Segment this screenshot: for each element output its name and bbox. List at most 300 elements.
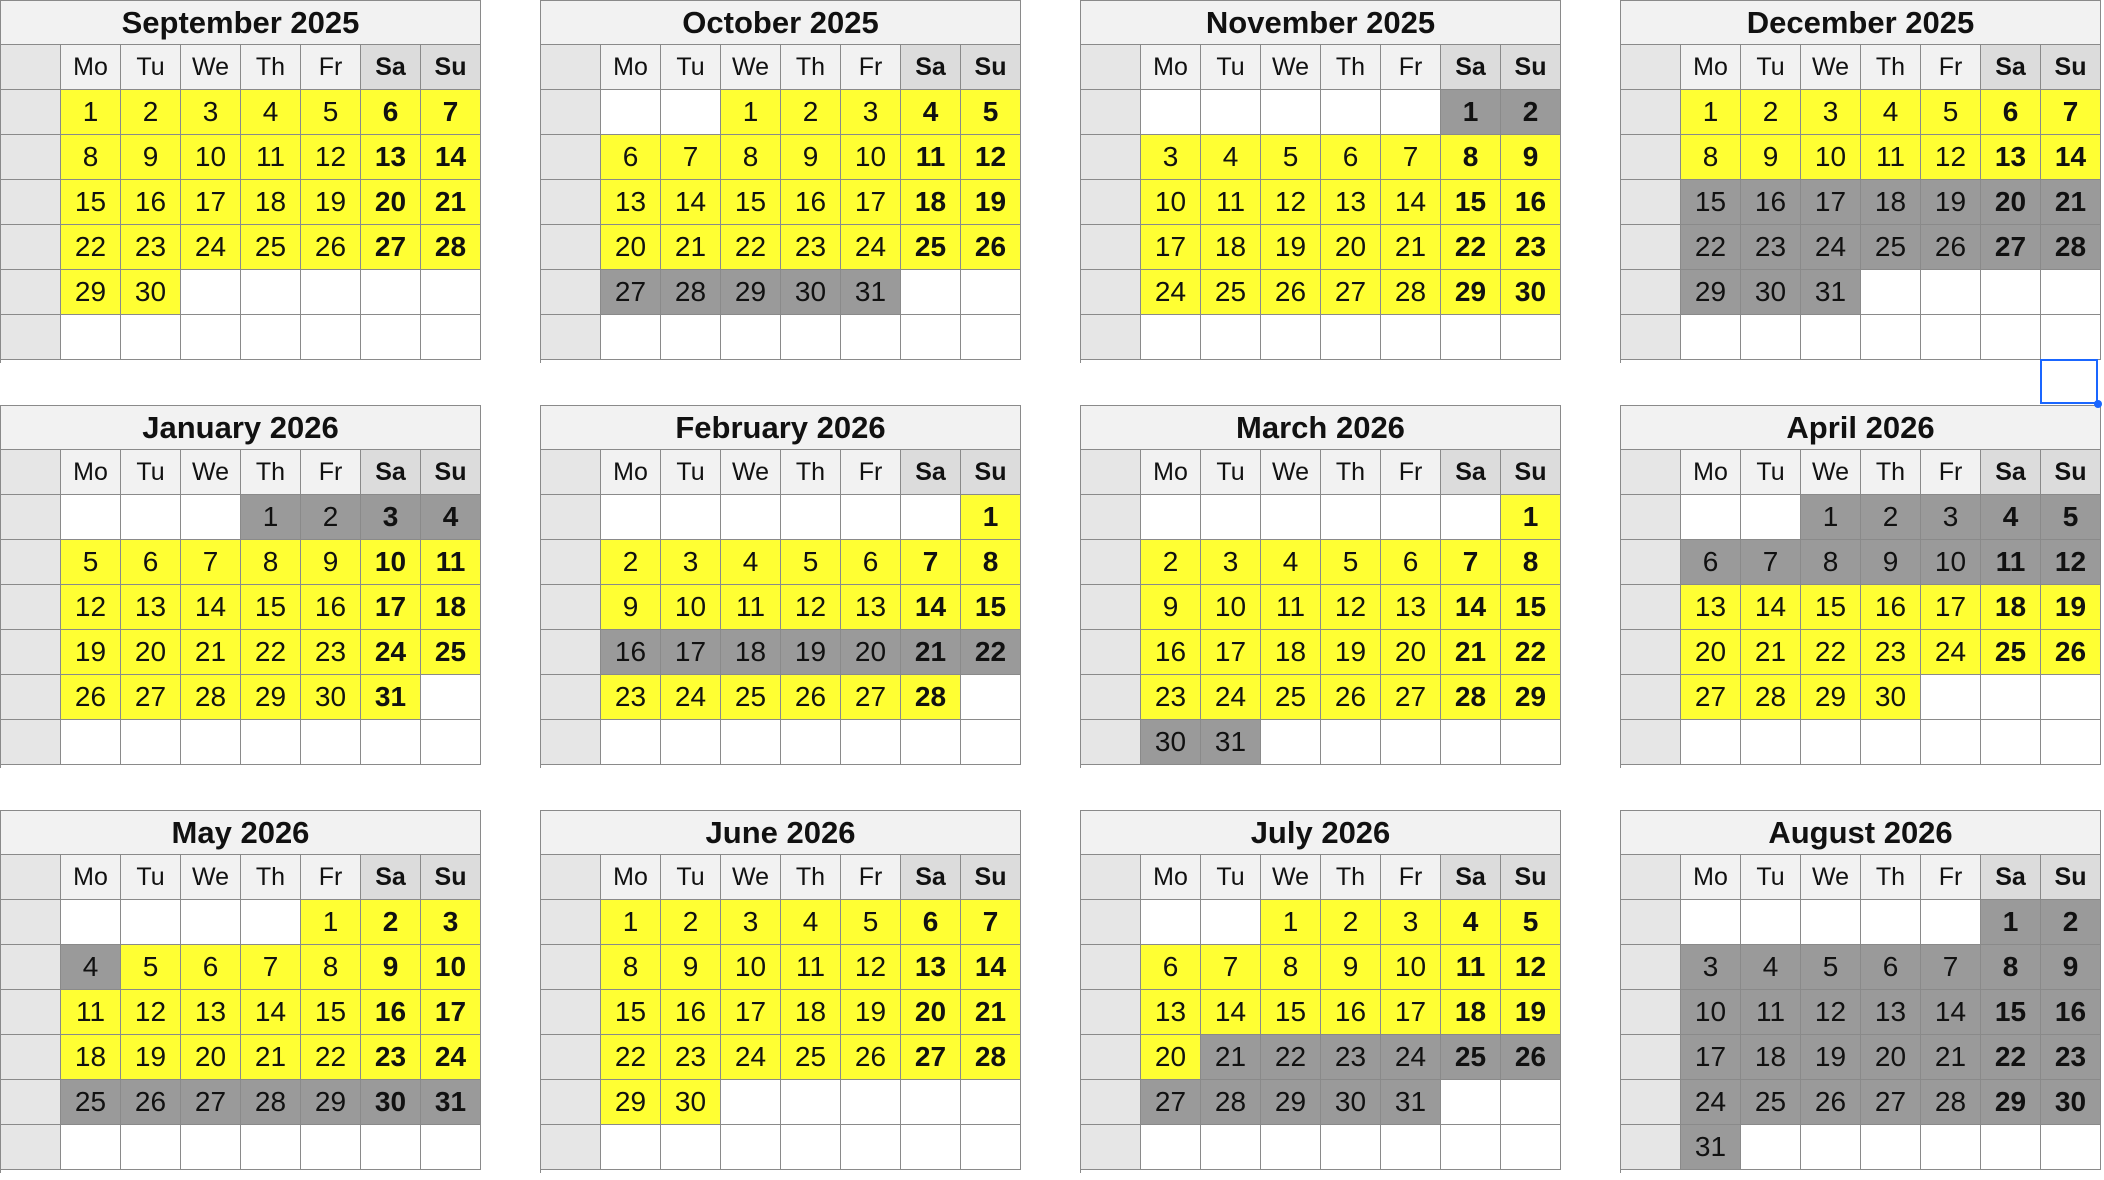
day-cell[interactable]: 29 bbox=[1261, 1080, 1321, 1125]
day-cell[interactable]: 23 bbox=[1741, 225, 1801, 270]
day-cell[interactable]: 14 bbox=[2041, 135, 2101, 180]
empty-cell[interactable] bbox=[1981, 675, 2041, 720]
day-cell[interactable]: 2 bbox=[121, 90, 181, 135]
empty-cell[interactable] bbox=[1681, 495, 1741, 540]
day-cell[interactable]: 4 bbox=[781, 900, 841, 945]
empty-cell[interactable] bbox=[1441, 720, 1501, 765]
day-cell[interactable]: 21 bbox=[1921, 1035, 1981, 1080]
day-cell[interactable]: 15 bbox=[1681, 180, 1741, 225]
row-header-cell[interactable] bbox=[1081, 90, 1141, 135]
day-cell[interactable]: 19 bbox=[121, 1035, 181, 1080]
day-cell[interactable]: 18 bbox=[1861, 180, 1921, 225]
day-cell[interactable]: 8 bbox=[1501, 540, 1561, 585]
day-cell[interactable]: 26 bbox=[121, 1080, 181, 1125]
row-header-cell[interactable] bbox=[541, 990, 601, 1035]
day-cell[interactable]: 9 bbox=[601, 585, 661, 630]
empty-cell[interactable] bbox=[901, 315, 961, 360]
day-cell[interactable]: 16 bbox=[1141, 630, 1201, 675]
day-cell[interactable]: 4 bbox=[421, 495, 481, 540]
day-cell[interactable]: 27 bbox=[601, 270, 661, 315]
day-cell[interactable]: 23 bbox=[1141, 675, 1201, 720]
day-cell[interactable]: 18 bbox=[1201, 225, 1261, 270]
day-cell[interactable]: 10 bbox=[1141, 180, 1201, 225]
day-cell[interactable]: 10 bbox=[1801, 135, 1861, 180]
day-cell[interactable]: 10 bbox=[1381, 945, 1441, 990]
row-header-cell[interactable] bbox=[1, 135, 61, 180]
day-cell[interactable]: 28 bbox=[961, 1035, 1021, 1080]
day-cell[interactable]: 17 bbox=[1681, 1035, 1741, 1080]
empty-cell[interactable] bbox=[361, 720, 421, 765]
day-cell[interactable]: 29 bbox=[61, 270, 121, 315]
empty-cell[interactable] bbox=[1801, 720, 1861, 765]
empty-cell[interactable] bbox=[1141, 315, 1201, 360]
empty-cell[interactable] bbox=[901, 720, 961, 765]
empty-cell[interactable] bbox=[661, 315, 721, 360]
empty-cell[interactable] bbox=[421, 720, 481, 765]
day-cell[interactable]: 3 bbox=[1921, 495, 1981, 540]
day-cell[interactable]: 29 bbox=[1801, 675, 1861, 720]
day-cell[interactable]: 17 bbox=[721, 990, 781, 1035]
day-cell[interactable]: 25 bbox=[1741, 1080, 1801, 1125]
day-cell[interactable]: 2 bbox=[1501, 90, 1561, 135]
row-header-cell[interactable] bbox=[1621, 135, 1681, 180]
row-header-cell[interactable] bbox=[1, 495, 61, 540]
day-cell[interactable]: 1 bbox=[1441, 90, 1501, 135]
row-header-cell[interactable] bbox=[1, 945, 61, 990]
row-header-cell[interactable] bbox=[1, 630, 61, 675]
empty-cell[interactable] bbox=[901, 1080, 961, 1125]
day-cell[interactable]: 3 bbox=[1381, 900, 1441, 945]
empty-cell[interactable] bbox=[301, 1125, 361, 1170]
empty-cell[interactable] bbox=[1381, 90, 1441, 135]
day-cell[interactable]: 2 bbox=[781, 90, 841, 135]
row-header-cell[interactable] bbox=[1, 180, 61, 225]
day-cell[interactable]: 17 bbox=[1381, 990, 1441, 1035]
empty-cell[interactable] bbox=[181, 1125, 241, 1170]
empty-cell[interactable] bbox=[61, 495, 121, 540]
day-cell[interactable]: 1 bbox=[961, 495, 1021, 540]
day-cell[interactable]: 22 bbox=[721, 225, 781, 270]
day-cell[interactable]: 8 bbox=[241, 540, 301, 585]
day-cell[interactable]: 9 bbox=[781, 135, 841, 180]
day-cell[interactable]: 28 bbox=[181, 675, 241, 720]
day-cell[interactable]: 18 bbox=[241, 180, 301, 225]
day-cell[interactable]: 16 bbox=[1861, 585, 1921, 630]
day-cell[interactable]: 17 bbox=[181, 180, 241, 225]
row-header-cell[interactable] bbox=[541, 315, 601, 360]
day-cell[interactable]: 27 bbox=[181, 1080, 241, 1125]
row-header-cell[interactable] bbox=[1, 90, 61, 135]
row-header-cell[interactable] bbox=[1621, 180, 1681, 225]
day-cell[interactable]: 1 bbox=[1681, 90, 1741, 135]
day-cell[interactable]: 21 bbox=[1441, 630, 1501, 675]
day-cell[interactable]: 26 bbox=[1321, 675, 1381, 720]
day-cell[interactable]: 11 bbox=[1441, 945, 1501, 990]
empty-cell[interactable] bbox=[721, 315, 781, 360]
day-cell[interactable]: 8 bbox=[301, 945, 361, 990]
day-cell[interactable]: 14 bbox=[1441, 585, 1501, 630]
row-header-cell[interactable] bbox=[541, 1080, 601, 1125]
day-cell[interactable]: 11 bbox=[901, 135, 961, 180]
empty-cell[interactable] bbox=[841, 1125, 901, 1170]
day-cell[interactable]: 4 bbox=[1741, 945, 1801, 990]
empty-cell[interactable] bbox=[1201, 315, 1261, 360]
day-cell[interactable]: 17 bbox=[1801, 180, 1861, 225]
day-cell[interactable]: 14 bbox=[181, 585, 241, 630]
empty-cell[interactable] bbox=[781, 495, 841, 540]
day-cell[interactable]: 9 bbox=[2041, 945, 2101, 990]
day-cell[interactable]: 4 bbox=[721, 540, 781, 585]
day-cell[interactable]: 11 bbox=[721, 585, 781, 630]
day-cell[interactable]: 25 bbox=[1261, 675, 1321, 720]
day-cell[interactable]: 10 bbox=[1201, 585, 1261, 630]
day-cell[interactable]: 19 bbox=[1261, 225, 1321, 270]
day-cell[interactable]: 8 bbox=[1441, 135, 1501, 180]
empty-cell[interactable] bbox=[1741, 1125, 1801, 1170]
row-header-cell[interactable] bbox=[1081, 990, 1141, 1035]
empty-cell[interactable] bbox=[961, 1080, 1021, 1125]
day-cell[interactable]: 24 bbox=[1681, 1080, 1741, 1125]
empty-cell[interactable] bbox=[1981, 315, 2041, 360]
row-header-cell[interactable] bbox=[541, 495, 601, 540]
day-cell[interactable]: 3 bbox=[721, 900, 781, 945]
day-cell[interactable]: 11 bbox=[61, 990, 121, 1035]
day-cell[interactable]: 2 bbox=[361, 900, 421, 945]
day-cell[interactable]: 17 bbox=[661, 630, 721, 675]
day-cell[interactable]: 22 bbox=[241, 630, 301, 675]
empty-cell[interactable] bbox=[181, 315, 241, 360]
day-cell[interactable]: 6 bbox=[841, 540, 901, 585]
empty-cell[interactable] bbox=[601, 315, 661, 360]
day-cell[interactable]: 4 bbox=[1441, 900, 1501, 945]
day-cell[interactable]: 10 bbox=[841, 135, 901, 180]
empty-cell[interactable] bbox=[781, 1125, 841, 1170]
day-cell[interactable]: 27 bbox=[1321, 270, 1381, 315]
empty-cell[interactable] bbox=[1501, 315, 1561, 360]
empty-cell[interactable] bbox=[961, 675, 1021, 720]
day-cell[interactable]: 20 bbox=[601, 225, 661, 270]
day-cell[interactable]: 30 bbox=[1501, 270, 1561, 315]
row-header-cell[interactable] bbox=[1621, 45, 1681, 90]
day-cell[interactable]: 14 bbox=[421, 135, 481, 180]
day-cell[interactable]: 27 bbox=[1861, 1080, 1921, 1125]
day-cell[interactable]: 16 bbox=[1321, 990, 1381, 1035]
day-cell[interactable]: 6 bbox=[1681, 540, 1741, 585]
day-cell[interactable]: 14 bbox=[1381, 180, 1441, 225]
day-cell[interactable]: 23 bbox=[2041, 1035, 2101, 1080]
day-cell[interactable]: 12 bbox=[781, 585, 841, 630]
empty-cell[interactable] bbox=[721, 495, 781, 540]
day-cell[interactable]: 24 bbox=[421, 1035, 481, 1080]
row-header-cell[interactable] bbox=[1, 1080, 61, 1125]
day-cell[interactable]: 27 bbox=[1381, 675, 1441, 720]
day-cell[interactable]: 22 bbox=[601, 1035, 661, 1080]
day-cell[interactable]: 16 bbox=[601, 630, 661, 675]
row-header-cell[interactable] bbox=[1621, 495, 1681, 540]
day-cell[interactable]: 12 bbox=[61, 585, 121, 630]
day-cell[interactable]: 21 bbox=[2041, 180, 2101, 225]
day-cell[interactable]: 4 bbox=[1861, 90, 1921, 135]
row-header-cell[interactable] bbox=[1081, 630, 1141, 675]
day-cell[interactable]: 10 bbox=[1681, 990, 1741, 1035]
day-cell[interactable]: 30 bbox=[121, 270, 181, 315]
day-cell[interactable]: 19 bbox=[841, 990, 901, 1035]
day-cell[interactable]: 15 bbox=[601, 990, 661, 1035]
day-cell[interactable]: 10 bbox=[421, 945, 481, 990]
day-cell[interactable]: 28 bbox=[2041, 225, 2101, 270]
day-cell[interactable]: 3 bbox=[1681, 945, 1741, 990]
day-cell[interactable]: 6 bbox=[1861, 945, 1921, 990]
day-cell[interactable]: 14 bbox=[901, 585, 961, 630]
day-cell[interactable]: 15 bbox=[1261, 990, 1321, 1035]
day-cell[interactable]: 5 bbox=[1801, 945, 1861, 990]
day-cell[interactable]: 11 bbox=[781, 945, 841, 990]
day-cell[interactable]: 19 bbox=[1321, 630, 1381, 675]
row-header-cell[interactable] bbox=[541, 900, 601, 945]
empty-cell[interactable] bbox=[1741, 315, 1801, 360]
day-cell[interactable]: 26 bbox=[2041, 630, 2101, 675]
row-header-cell[interactable] bbox=[1, 675, 61, 720]
row-header-cell[interactable] bbox=[1, 1125, 61, 1170]
day-cell[interactable]: 21 bbox=[1381, 225, 1441, 270]
day-cell[interactable]: 20 bbox=[1981, 180, 2041, 225]
day-cell[interactable]: 31 bbox=[1201, 720, 1261, 765]
day-cell[interactable]: 28 bbox=[421, 225, 481, 270]
row-header-cell[interactable] bbox=[1081, 1125, 1141, 1170]
day-cell[interactable]: 4 bbox=[1981, 495, 2041, 540]
empty-cell[interactable] bbox=[241, 720, 301, 765]
empty-cell[interactable] bbox=[1321, 315, 1381, 360]
day-cell[interactable]: 5 bbox=[841, 900, 901, 945]
day-cell[interactable]: 5 bbox=[2041, 495, 2101, 540]
empty-cell[interactable] bbox=[121, 495, 181, 540]
selected-cell[interactable] bbox=[2040, 359, 2098, 404]
day-cell[interactable]: 22 bbox=[61, 225, 121, 270]
day-cell[interactable]: 25 bbox=[1981, 630, 2041, 675]
empty-cell[interactable] bbox=[61, 315, 121, 360]
day-cell[interactable]: 1 bbox=[601, 900, 661, 945]
day-cell[interactable]: 20 bbox=[901, 990, 961, 1035]
day-cell[interactable]: 24 bbox=[721, 1035, 781, 1080]
day-cell[interactable]: 29 bbox=[301, 1080, 361, 1125]
day-cell[interactable]: 23 bbox=[1501, 225, 1561, 270]
empty-cell[interactable] bbox=[1321, 720, 1381, 765]
day-cell[interactable]: 19 bbox=[961, 180, 1021, 225]
day-cell[interactable]: 5 bbox=[1321, 540, 1381, 585]
day-cell[interactable]: 18 bbox=[781, 990, 841, 1035]
day-cell[interactable]: 14 bbox=[1741, 585, 1801, 630]
empty-cell[interactable] bbox=[1681, 315, 1741, 360]
day-cell[interactable]: 30 bbox=[2041, 1080, 2101, 1125]
day-cell[interactable]: 11 bbox=[1201, 180, 1261, 225]
empty-cell[interactable] bbox=[421, 1125, 481, 1170]
day-cell[interactable]: 10 bbox=[361, 540, 421, 585]
day-cell[interactable]: 29 bbox=[1981, 1080, 2041, 1125]
empty-cell[interactable] bbox=[1261, 1125, 1321, 1170]
day-cell[interactable]: 11 bbox=[421, 540, 481, 585]
day-cell[interactable]: 13 bbox=[1321, 180, 1381, 225]
day-cell[interactable]: 8 bbox=[1801, 540, 1861, 585]
empty-cell[interactable] bbox=[1441, 315, 1501, 360]
day-cell[interactable]: 15 bbox=[721, 180, 781, 225]
day-cell[interactable]: 26 bbox=[301, 225, 361, 270]
day-cell[interactable]: 3 bbox=[1141, 135, 1201, 180]
day-cell[interactable]: 8 bbox=[721, 135, 781, 180]
empty-cell[interactable] bbox=[2041, 1125, 2101, 1170]
day-cell[interactable]: 17 bbox=[421, 990, 481, 1035]
empty-cell[interactable] bbox=[181, 900, 241, 945]
day-cell[interactable]: 25 bbox=[781, 1035, 841, 1080]
empty-cell[interactable] bbox=[1861, 1125, 1921, 1170]
day-cell[interactable]: 4 bbox=[901, 90, 961, 135]
day-cell[interactable]: 23 bbox=[661, 1035, 721, 1080]
day-cell[interactable]: 5 bbox=[1921, 90, 1981, 135]
row-header-cell[interactable] bbox=[541, 1035, 601, 1080]
day-cell[interactable]: 1 bbox=[61, 90, 121, 135]
day-cell[interactable]: 20 bbox=[1381, 630, 1441, 675]
day-cell[interactable]: 1 bbox=[301, 900, 361, 945]
day-cell[interactable]: 7 bbox=[241, 945, 301, 990]
day-cell[interactable]: 15 bbox=[241, 585, 301, 630]
day-cell[interactable]: 24 bbox=[1801, 225, 1861, 270]
empty-cell[interactable] bbox=[241, 270, 301, 315]
day-cell[interactable]: 24 bbox=[1201, 675, 1261, 720]
row-header-cell[interactable] bbox=[1081, 495, 1141, 540]
row-header-cell[interactable] bbox=[1, 270, 61, 315]
day-cell[interactable]: 18 bbox=[1441, 990, 1501, 1035]
day-cell[interactable]: 29 bbox=[1441, 270, 1501, 315]
day-cell[interactable]: 2 bbox=[1861, 495, 1921, 540]
day-cell[interactable]: 13 bbox=[1381, 585, 1441, 630]
empty-cell[interactable] bbox=[1321, 1125, 1381, 1170]
day-cell[interactable]: 20 bbox=[1141, 1035, 1201, 1080]
day-cell[interactable]: 22 bbox=[1801, 630, 1861, 675]
empty-cell[interactable] bbox=[421, 675, 481, 720]
day-cell[interactable]: 12 bbox=[1801, 990, 1861, 1035]
day-cell[interactable]: 6 bbox=[121, 540, 181, 585]
empty-cell[interactable] bbox=[1861, 270, 1921, 315]
day-cell[interactable]: 13 bbox=[601, 180, 661, 225]
day-cell[interactable]: 9 bbox=[361, 945, 421, 990]
day-cell[interactable]: 15 bbox=[1441, 180, 1501, 225]
row-header-cell[interactable] bbox=[1081, 45, 1141, 90]
empty-cell[interactable] bbox=[1141, 495, 1201, 540]
day-cell[interactable]: 6 bbox=[1141, 945, 1201, 990]
day-cell[interactable]: 30 bbox=[1321, 1080, 1381, 1125]
day-cell[interactable]: 13 bbox=[1861, 990, 1921, 1035]
empty-cell[interactable] bbox=[241, 1125, 301, 1170]
day-cell[interactable]: 16 bbox=[781, 180, 841, 225]
row-header-cell[interactable] bbox=[541, 270, 601, 315]
day-cell[interactable]: 9 bbox=[301, 540, 361, 585]
selection-handle[interactable] bbox=[2094, 400, 2102, 408]
day-cell[interactable]: 7 bbox=[1201, 945, 1261, 990]
day-cell[interactable]: 13 bbox=[121, 585, 181, 630]
day-cell[interactable]: 20 bbox=[121, 630, 181, 675]
day-cell[interactable]: 1 bbox=[1801, 495, 1861, 540]
day-cell[interactable]: 20 bbox=[841, 630, 901, 675]
day-cell[interactable]: 12 bbox=[1321, 585, 1381, 630]
day-cell[interactable]: 1 bbox=[721, 90, 781, 135]
day-cell[interactable]: 2 bbox=[1741, 90, 1801, 135]
empty-cell[interactable] bbox=[1261, 495, 1321, 540]
day-cell[interactable]: 13 bbox=[1681, 585, 1741, 630]
day-cell[interactable]: 3 bbox=[661, 540, 721, 585]
day-cell[interactable]: 9 bbox=[121, 135, 181, 180]
day-cell[interactable]: 24 bbox=[181, 225, 241, 270]
day-cell[interactable]: 8 bbox=[1261, 945, 1321, 990]
empty-cell[interactable] bbox=[2041, 675, 2101, 720]
day-cell[interactable]: 7 bbox=[901, 540, 961, 585]
day-cell[interactable]: 28 bbox=[1741, 675, 1801, 720]
day-cell[interactable]: 26 bbox=[961, 225, 1021, 270]
empty-cell[interactable] bbox=[1861, 315, 1921, 360]
row-header-cell[interactable] bbox=[1621, 720, 1681, 765]
empty-cell[interactable] bbox=[961, 1125, 1021, 1170]
day-cell[interactable]: 24 bbox=[1141, 270, 1201, 315]
row-header-cell[interactable] bbox=[1, 45, 61, 90]
day-cell[interactable]: 18 bbox=[721, 630, 781, 675]
day-cell[interactable]: 26 bbox=[781, 675, 841, 720]
day-cell[interactable]: 5 bbox=[781, 540, 841, 585]
empty-cell[interactable] bbox=[1381, 315, 1441, 360]
empty-cell[interactable] bbox=[1861, 900, 1921, 945]
empty-cell[interactable] bbox=[1921, 1125, 1981, 1170]
day-cell[interactable]: 7 bbox=[421, 90, 481, 135]
day-cell[interactable]: 1 bbox=[1261, 900, 1321, 945]
row-header-cell[interactable] bbox=[1, 315, 61, 360]
row-header-cell[interactable] bbox=[1, 540, 61, 585]
day-cell[interactable]: 1 bbox=[241, 495, 301, 540]
day-cell[interactable]: 7 bbox=[181, 540, 241, 585]
empty-cell[interactable] bbox=[721, 1125, 781, 1170]
day-cell[interactable]: 13 bbox=[901, 945, 961, 990]
empty-cell[interactable] bbox=[181, 270, 241, 315]
day-cell[interactable]: 29 bbox=[1681, 270, 1741, 315]
empty-cell[interactable] bbox=[181, 720, 241, 765]
empty-cell[interactable] bbox=[1321, 495, 1381, 540]
day-cell[interactable]: 7 bbox=[1741, 540, 1801, 585]
day-cell[interactable]: 5 bbox=[121, 945, 181, 990]
day-cell[interactable]: 18 bbox=[1981, 585, 2041, 630]
empty-cell[interactable] bbox=[1921, 315, 1981, 360]
day-cell[interactable]: 25 bbox=[241, 225, 301, 270]
day-cell[interactable]: 7 bbox=[1381, 135, 1441, 180]
row-header-cell[interactable] bbox=[1621, 540, 1681, 585]
row-header-cell[interactable] bbox=[1, 900, 61, 945]
day-cell[interactable]: 27 bbox=[121, 675, 181, 720]
empty-cell[interactable] bbox=[601, 495, 661, 540]
day-cell[interactable]: 5 bbox=[961, 90, 1021, 135]
day-cell[interactable]: 12 bbox=[1261, 180, 1321, 225]
day-cell[interactable]: 8 bbox=[601, 945, 661, 990]
empty-cell[interactable] bbox=[661, 720, 721, 765]
row-header-cell[interactable] bbox=[1081, 540, 1141, 585]
empty-cell[interactable] bbox=[1441, 1125, 1501, 1170]
empty-cell[interactable] bbox=[61, 720, 121, 765]
row-header-cell[interactable] bbox=[541, 675, 601, 720]
row-header-cell[interactable] bbox=[1, 720, 61, 765]
empty-cell[interactable] bbox=[1801, 315, 1861, 360]
day-cell[interactable]: 10 bbox=[1921, 540, 1981, 585]
day-cell[interactable]: 2 bbox=[661, 900, 721, 945]
row-header-cell[interactable] bbox=[1621, 270, 1681, 315]
day-cell[interactable]: 9 bbox=[1861, 540, 1921, 585]
row-header-cell[interactable] bbox=[541, 540, 601, 585]
empty-cell[interactable] bbox=[121, 900, 181, 945]
day-cell[interactable]: 14 bbox=[961, 945, 1021, 990]
day-cell[interactable]: 12 bbox=[301, 135, 361, 180]
